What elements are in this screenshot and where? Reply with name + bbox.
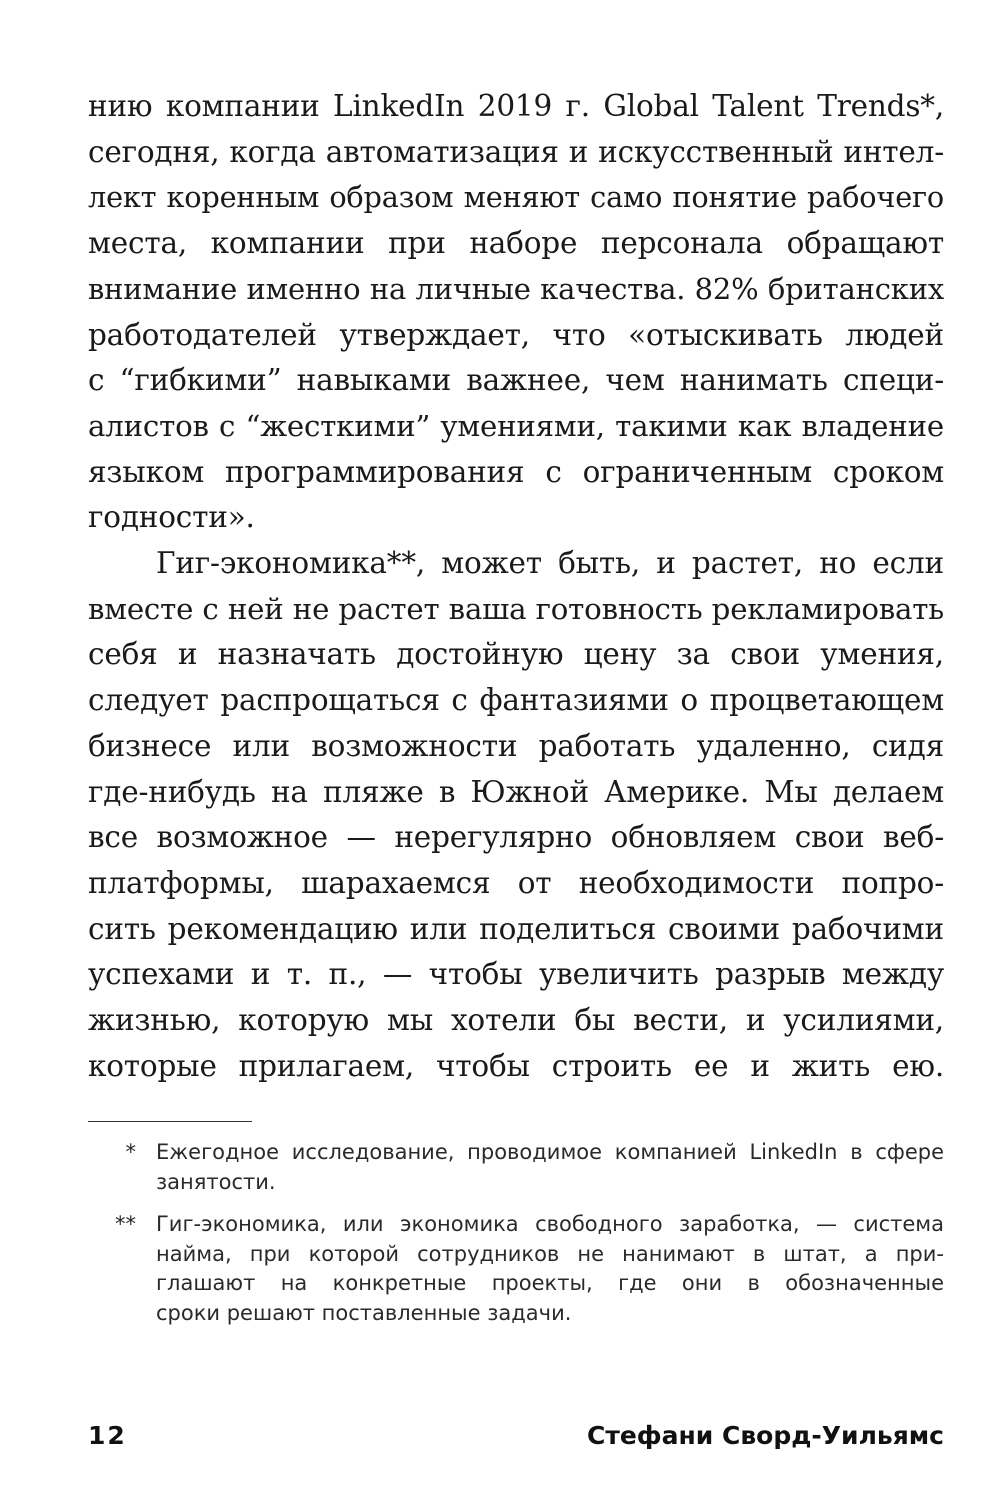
text-line: годности». — [88, 500, 255, 535]
text-line: успехами и т. п., — чтобы увеличить разрыв между — [88, 957, 944, 992]
text-line: следует распрощаться с фантазиями о процветающем — [88, 683, 944, 718]
text-line: сегодня, когда автоматизация и искусственный интел- — [88, 134, 944, 169]
text-line: с “гибкими” навыками важнее, чем нанимать специ- — [88, 363, 944, 398]
footnote-line: Гиг-экономика, или экономика свободного заработка, — система — [156, 1212, 944, 1236]
text-line: языком программирования с ограниченным сроком — [88, 454, 944, 489]
text-line: которые прилагаем, чтобы строить ее и жить ею. — [88, 1048, 944, 1083]
body-text — [88, 84, 944, 1089]
footnote-line: занятости. — [156, 1169, 276, 1194]
text-line: нию компании LinkedIn 2019 г. Global Talent Trends*, — [88, 89, 944, 123]
text-line: где-нибудь на пляже в Южной Америке. Мы делаем — [88, 774, 944, 809]
footnote-line: найма, при которой сотрудников не нанимают в штат, а при- — [156, 1241, 944, 1266]
footnote-2 — [88, 1210, 944, 1328]
footnote-line: Ежегодное исследование, проводимое компанией LinkedIn в сфере — [156, 1140, 944, 1164]
footnote-line: глашают на конкретные проекты, где они в обозначенные — [156, 1271, 944, 1295]
page-footer — [88, 1416, 944, 1456]
footnote-line: сроки решают поставленные задачи. — [156, 1300, 572, 1325]
text-line: места, компании при наборе персонала обращают — [88, 226, 944, 261]
text-line: бизнесе или возможности работать удаленно, сидя — [88, 728, 944, 763]
footnote-marker: ** — [115, 1212, 136, 1236]
text-line: все возможное — нерегулярно обновляем свои веб- — [88, 820, 944, 855]
footnote-separator — [88, 1121, 252, 1122]
text-line: внимание именно на личные качества. 82% британских — [88, 271, 944, 306]
footnotes — [88, 1138, 944, 1328]
running-author: Стефани Сворд-Уильямс — [587, 1421, 944, 1450]
text-line: алистов с “жесткими” умениями, такими как владение — [88, 408, 944, 443]
footnote-1 — [88, 1138, 944, 1197]
paragraph-2 — [88, 541, 944, 1089]
text-line: вместе с ней не растет ваша готовность рекламировать — [88, 591, 944, 626]
text-line: Гиг-экономика**, может быть, и растет, но если — [156, 546, 944, 581]
text-line: работодателей утверждает, что «отыскивать людей — [88, 317, 944, 352]
page-number: 12 — [88, 1421, 127, 1450]
text-line: себя и назначать достойную цену за свои умения, — [88, 637, 944, 672]
text-line: лект коренным образом меняют само понятие рабочего — [88, 180, 944, 215]
text-line: сить рекомендацию или поделиться своими рабочими — [88, 911, 944, 946]
text-line: платформы, шарахаемся от необходимости попро- — [88, 865, 944, 900]
text-line: жизнью, которую мы хотели бы вести, и усилиями, — [88, 1003, 944, 1038]
footnote-marker: * — [125, 1140, 136, 1164]
paragraph-1 — [88, 84, 944, 541]
